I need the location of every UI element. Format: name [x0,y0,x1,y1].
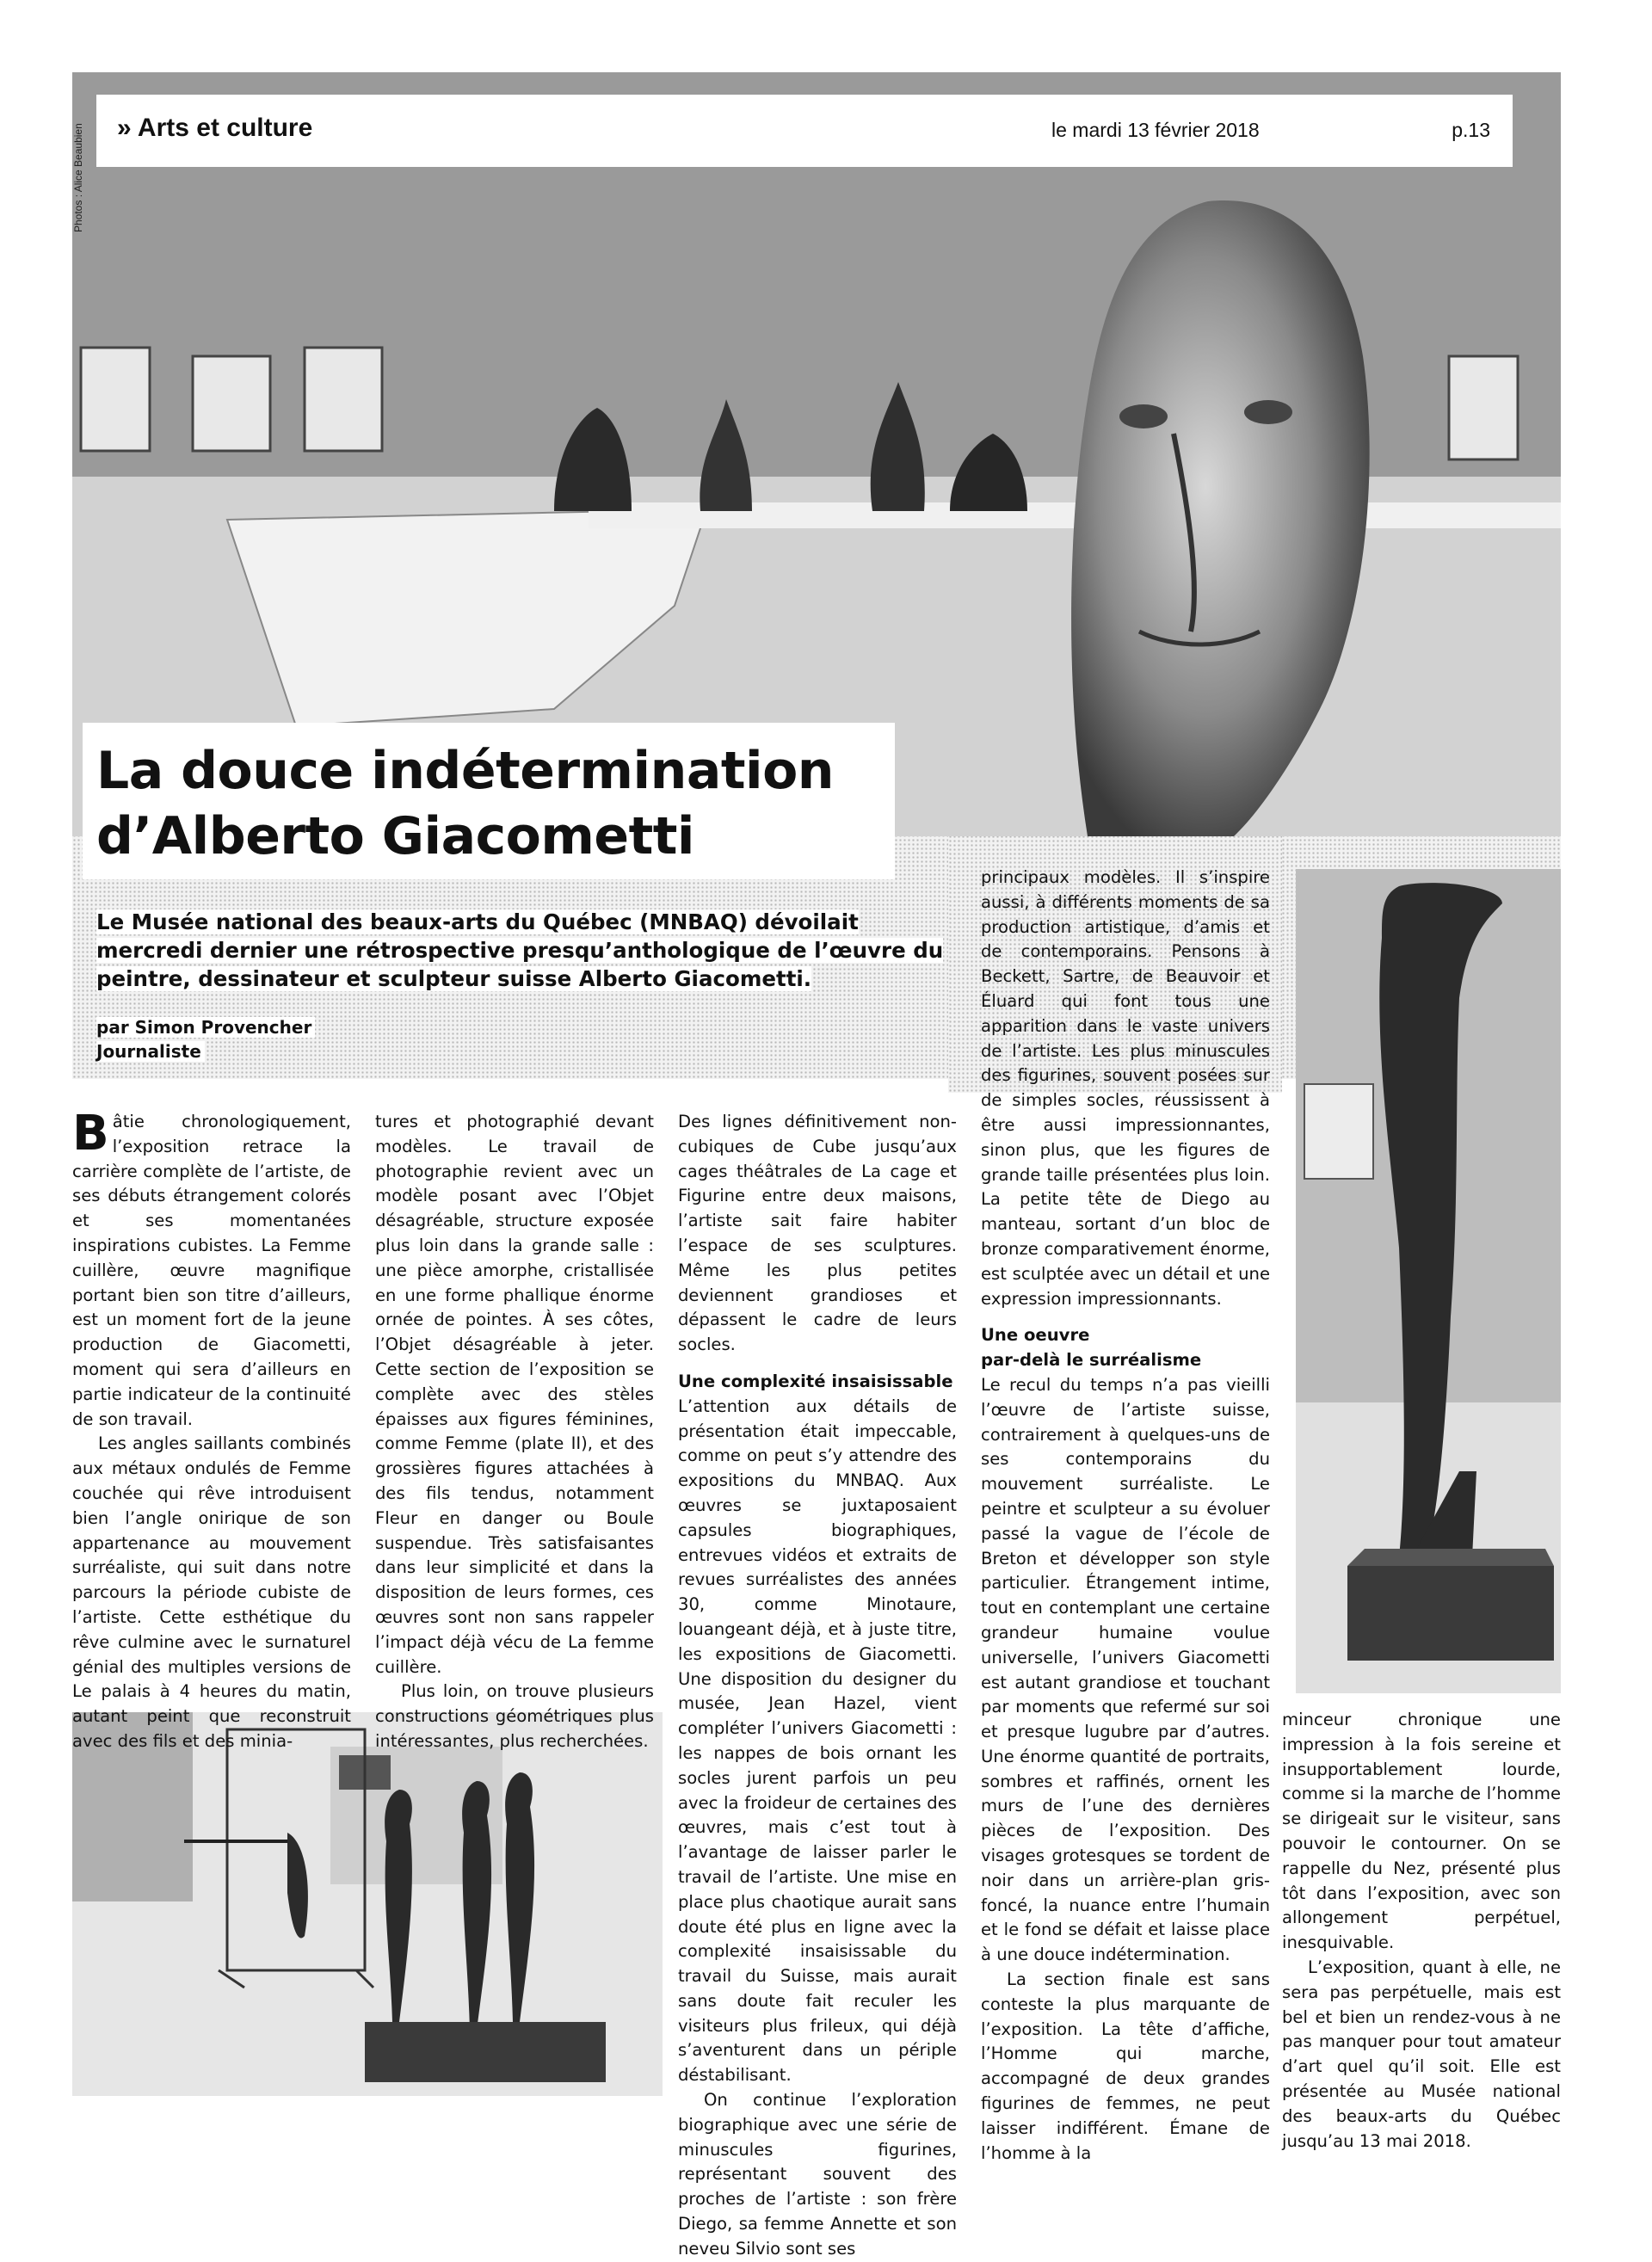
standfirst-text: Le Musée national des beaux-arts du Québec (MNBAQ) dévoilait mercredi dernier une rétrospective presqu’anthologique de l’œuvre du peintre, dessinateur et sculpteur suisse Alberto Giacometti. [96,909,944,991]
headline-line-1: La douce indétermination [96,741,835,801]
col3-paragraph-1: Des lignes définitivement non-cubiques de Cube jusqu’aux cages théâtrales de La cage et Figurine entre deux maisons, l’artiste sait faire habiter l’espace de ses sculptures. Même les plus petites deviennent grandioses et dépassent le cadre de leurs socles. [678,1112,957,1355]
col2-paragraph-2: Plus loin, on trouve plusieurs constructions géométriques plus intéressantes, plus recherchées. [375,1681,654,1751]
column-1 [72,1106,351,1754]
byline [96,1015,315,1063]
col5-paragraph-2: L’exposition, quant à elle, ne sera pas perpétuelle, mais est bel et bien un rendez-vous à ne pas manquer pour tout amateur d’art quel qu’il soit. Elle est présentée au Musée national des beaux-arts du Québec jusqu’au 13 mai 2018. [1282,1957,1561,2151]
byline-name: par Simon Provencher [96,1017,315,1038]
drop-cap: B [72,1106,109,1162]
col4-paragraph-3: La section finale est sans conteste la plus marquante de l’exposition. La tête d’affiche, l’Homme qui marche, accompagné de deux grandes figurines de femmes, ne peut laisser indifférent. Émane de l’homme à la [981,1969,1270,2163]
col3-subheading: Une complexité insaisissable [678,1371,953,1391]
col1-paragraph-1: Bâtie chronologiquement, l’exposition retrace la carrière complète de l’artiste, de ses débuts étrangement colorés et ses momentanées inspirations cubistes. La Femme cuillère, œuvre magnifique portant bien son titre d’ailleurs, est un moment fort de la jeune production de Giacometti, moment qui sera d’ailleurs en partie indicateur de la continuité de son travail. [72,1106,351,1429]
byline-role: Journaliste [96,1041,205,1062]
headline [96,738,834,869]
col4-subheading-line-1: Une oeuvre [981,1325,1090,1346]
page-number: p.13 [1452,119,1490,141]
tall-figure-illustration [1296,869,1561,1693]
col4-paragraph-1: principaux modèles. Il s’inspire aussi, à différents moments de sa production artistique, d’amis et de contemporains. Pensons à Beckett, Sartre, de Beauvoir et Éluard qui font tous une apparition dans le vaste univers de l’artiste. Les plus minuscules des figurines, souvent posées sur de simples socles, réussissent à être aussi impressionnantes, sinon plus, que les figures de grande taille présentées plus loin. La petite tête de Diego au manteau, sortant d’un bloc de bronze comparativement énorme, est sculptée avec un détail et une expression impressionnants. [981,867,1270,1309]
col1-paragraph-2: Les angles saillants combinés aux métaux ondulés de Femme couchée qui rêve introduisent bien l’angle onirique de son appartenance au mouvement surréaliste, qui suit dans notre parcours la période cubiste de l’artiste. Cette esthétique du rêve culmine avec le surnaturel génial des multiples versions de Le palais à 4 heures du matin, autant peint que reconstruit avec des fils et des minia- [72,1433,351,1751]
col3-paragraph-3: On continue l’exploration biographique avec une série de minuscules figurines, représentant souvent des proches de l’artiste : son frère Diego, sa femme Annette et son neveu Silvio sont ses [678,2090,957,2259]
column-2 [375,1110,654,1754]
column-5 [1282,1708,1561,2154]
section-name: » Arts et culture [117,114,313,142]
photo-credit: Photos : Alice Beaubien [72,123,84,232]
cage-sculptures-illustration [72,1712,663,2096]
col3-paragraph-2: L’attention aux détails de présentation était impeccable, comme on peut s’y attendre des expositions du MNBAQ. Aux œuvres se juxtaposaient capsules biographiques, entrevues vidéos et extraits de revues surréalistes des années 30, comme Minotaure, louangeant déjà, et à juste titre, les expositions de Giacometti. Une disposition du designer du musée, Jean Hazel, vient compléter l’univers Giacometti : les nappes de bois ornant les socles jurent parfois un peu avec la froideur de certaines des œuvres, mais c’est tout à l’avantage de laisser parler le travail de l’artiste. Une mise en place plus chaotique aurait sans doute été plus en ligne avec la complexité insaisissable du travail du Suisse, mais aurait sans doute fait reculer les visiteurs plus frileux, qui déjà s’aventurent dans un périple déstabilisant. [678,1396,957,2086]
col4-subheading [981,1323,1270,1373]
page-header [96,95,1513,167]
col4-subheading-line-2: par-delà le surréalisme [981,1350,1202,1371]
column-3 [678,1110,957,2262]
standfirst [96,908,948,993]
gallery-head-photo [72,72,1561,836]
headline-line-2: d’Alberto Giacometti [96,806,694,866]
issue-date: le mardi 13 février 2018 [1051,119,1260,141]
cage-sculptures-photo [72,1712,663,2096]
tall-figure-photo [1296,869,1561,1693]
gallery-head-illustration [72,72,1561,836]
headline-box [83,723,895,879]
col5-paragraph-1: minceur chronique une impression à la fois sereine et insupportablement lourde, comme si la marche de l’homme se dirigeait sur le visiteur, sans pouvoir le contourner. On se rappelle du Nez, présenté plus tôt dans l’exposition, avec son allongement perpétuel, inesquivable. [1282,1710,1561,1953]
column-4 [981,866,1270,2166]
col4-paragraph-2: Le recul du temps n’a pas vieilli l’œuvre de l’artiste suisse, contrairement à quelques-uns de ses contemporains du mouvement surréaliste. Le peintre et sculpteur a su évoluer passé la vague de l’école de Breton et développer son style particulier. Étrangement intime, tout en contemplant une certaine grandeur humaine voulue universelle, l’univers Giacometti est autant grandiose et touchant par moments que refermé sur soi et presque lugubre par d’autres. Une énorme quantité de portraits, sombres et raffinés, ornent les murs de l’une des dernières pièces de l’exposition. Des visages grotesques se tordent de noir dans un arrière-plan gris-foncé, la nuance entre l’humain et le fond se défait et laisse place à une douce indétermination. [981,1374,1270,1965]
col2-paragraph-1: tures et photographié devant modèles. Le travail de photographie revient avec un modèle posant avec l’Objet désagréable, structure exposée plus loin dans la grande salle : une pièce amorphe, cristallisée en une forme phallique énorme ornée de pointes. À ses côtes, l’Objet désagréable à jeter. Cette section de l’exposition se complète avec des stèles épaisses aux figures féminines, comme Femme (plate II), et des grossières figures attachées à des fils tendus, notamment Fleur en danger ou Boule suspendue. Très satisfaisantes dans leur simplicité et dans la disposition de leurs formes, ces œuvres sont non sans rappeler l’impact déjà vécu de La femme cuillère. [375,1112,654,1677]
